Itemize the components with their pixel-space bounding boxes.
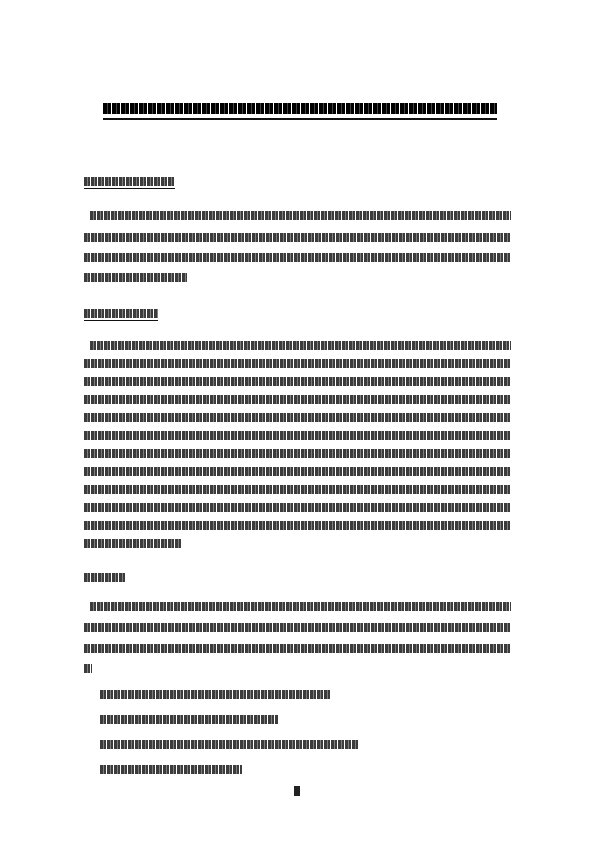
paragraph-line bbox=[84, 485, 511, 494]
list-item bbox=[100, 690, 330, 699]
paragraph-line bbox=[84, 449, 511, 458]
paragraph-line bbox=[84, 395, 511, 404]
list-item bbox=[100, 715, 278, 724]
paragraph-line bbox=[84, 413, 511, 422]
paragraph-line bbox=[84, 503, 511, 512]
section-2-heading-underline bbox=[84, 320, 158, 321]
page-number bbox=[294, 786, 300, 796]
document-title bbox=[103, 103, 497, 114]
paragraph-line bbox=[84, 664, 92, 673]
paragraph-line bbox=[90, 211, 511, 220]
paragraph-line bbox=[84, 521, 511, 530]
section-1-heading bbox=[84, 177, 175, 186]
section-3-heading bbox=[84, 573, 126, 582]
paragraph-line bbox=[84, 623, 511, 632]
paragraph-line bbox=[84, 359, 511, 368]
paragraph-line bbox=[84, 467, 511, 476]
paragraph-line bbox=[84, 377, 511, 386]
paragraph-line bbox=[84, 233, 511, 242]
paragraph-line bbox=[84, 431, 511, 440]
list-item bbox=[100, 765, 242, 774]
title-underline bbox=[103, 118, 497, 120]
paragraph-line bbox=[84, 539, 182, 548]
paragraph-line bbox=[84, 644, 511, 653]
section-1-heading-underline bbox=[84, 188, 175, 189]
list-item bbox=[100, 740, 358, 749]
paragraph-line bbox=[90, 602, 511, 611]
paragraph-line bbox=[84, 273, 187, 282]
paragraph-line bbox=[90, 341, 511, 350]
section-2-heading bbox=[84, 309, 158, 318]
paragraph-line bbox=[84, 253, 511, 262]
